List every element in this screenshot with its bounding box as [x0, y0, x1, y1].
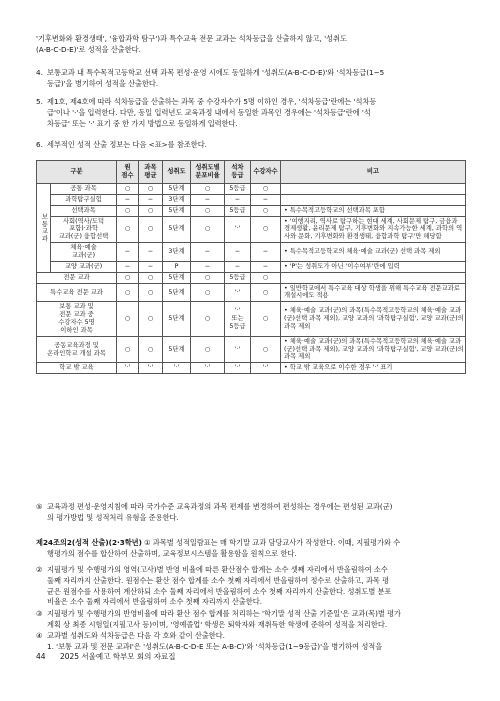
text-line: 제1호, 제4호에 따라 석차등급을 산출하는 과목 중 수강자수가 5명 이하인 경우, '석차등급'란에는 '석차등 [47, 97, 377, 106]
table-cell: ○ [139, 336, 163, 363]
table-cell: 5단계 [163, 302, 191, 336]
item-number: ② [36, 565, 43, 574]
row-label: 학교 밖 교육 [37, 363, 117, 374]
table-cell: '·' [225, 216, 251, 243]
row-label: 사회(역사/도덕 포함)·과학 교과(군) 융합선택 [51, 216, 117, 243]
item-4 [36, 68, 476, 90]
row-note [281, 272, 466, 283]
table-cell: ○ [191, 302, 225, 336]
header-raw-score: 원 점수 [117, 161, 139, 184]
table-cell: ○ [117, 216, 139, 243]
table-cell: '·' [251, 363, 281, 374]
text-line: 1. '보통 교과 및 전문 교과Ⅰ'은 '성취도(A-B-C-D-E 또는 A-B-C)'와 '석차등급(1~9등급)'을 병기하여 성적을 [47, 641, 383, 651]
item-number: ③ [36, 609, 43, 618]
table-cell: − [225, 194, 251, 205]
table-cell: ○ [117, 336, 139, 363]
row-label: 체육·예술 교과(군) [51, 243, 117, 262]
table-cell: ○ [139, 302, 163, 336]
table-cell: − [251, 194, 281, 205]
table-cell: − [139, 261, 163, 272]
text-line: 지필평가 및 수행평가의 영역(고사)별 반영 비율에 따른 환산점수 합계는 소수 셋째 자리에서 반올림하여 소수 [47, 565, 388, 574]
row-label: 과학탐구실험 [51, 194, 117, 205]
text-line: 비율은 소수 둘째 자리에서 반올림하여 소수 첫째 자리까지 산출한다. [47, 597, 262, 607]
table-cell: 5단계 [163, 184, 191, 195]
table-row [37, 216, 466, 243]
table-row [37, 205, 466, 216]
table-cell: − [139, 243, 163, 262]
table-cell: '·' [117, 363, 139, 374]
text-line: 차등급' 또는 '·' 표기 중 한 가지 방법으로 동일하게 입력한다. [47, 118, 238, 128]
table-row [37, 243, 466, 262]
table-cell: 5단계 [163, 216, 191, 243]
table-cell: ○ [251, 184, 281, 195]
row-note: • 'P'는 성취도가 아닌 '이수여부'란에 입력 [281, 261, 466, 272]
group-label: 보통교과 [37, 184, 51, 273]
article-title: 제24조의2(성적 산출)(2·3학년) [36, 538, 142, 547]
table-cell: − [251, 261, 281, 272]
table-cell: − [117, 243, 139, 262]
row-note [281, 194, 466, 205]
item-5 [36, 97, 476, 129]
intro-paragraph [36, 34, 476, 56]
text-line: 등급)'을 병기하여 성적을 산출한다. [47, 78, 159, 88]
table-cell: ○ [191, 216, 225, 243]
table-row [37, 194, 466, 205]
row-label: 보통 교과 및 전문 교과 중 수강자수 5명 이하인 과목 [37, 302, 117, 336]
header-distribution: 성취도별 분포비율 [191, 161, 225, 184]
table-cell: ○ [191, 184, 225, 195]
table-row [37, 184, 466, 195]
row-note: • '여행지리, 역사로 탐구하는 현대 세계, 사회문제 탐구, 금융과 경제생활, 윤리문제 탐구, 기후변화와 지속가능한 세계, 과학의 역사와 문화, 기후변화와 환경생태, 융합과학 탐구'만 해당함 [281, 216, 466, 243]
item-number: ④ [36, 631, 43, 640]
table-cell: − [225, 243, 251, 262]
table-cell: ○ [117, 272, 139, 283]
table-cell: ○ [117, 205, 139, 216]
table-cell: 5등급 [225, 272, 251, 283]
table-row [37, 272, 466, 283]
table-cell: 3단계 [163, 243, 191, 262]
page-footer [36, 651, 188, 662]
item-number: ⑤ [36, 502, 43, 511]
table-cell: 5단계 [163, 272, 191, 283]
text-line: 보통교과 내 특수목적고등학교 선택 과목 편성·운영 시에도 동일하게 '성취도(A-B-C-D-E)'와 '석차등급(1~5 [47, 68, 385, 77]
item-number: 6. [36, 140, 43, 149]
table-cell: ○ [191, 283, 225, 302]
table-cell: '·' [225, 363, 251, 374]
table-cell: − [117, 261, 139, 272]
table-cell: ○ [117, 302, 139, 336]
table-cell: ○ [251, 283, 281, 302]
table-cell: ○ [139, 184, 163, 195]
table-cell: ○ [117, 283, 139, 302]
text-line: 의 평가방법 및 성적처리 유형을 준용한다. [47, 512, 179, 522]
table-cell: − [251, 243, 281, 262]
table-cell: ○ [139, 272, 163, 283]
grade-calculation-table [36, 160, 466, 374]
header-enrollment: 수강자수 [251, 161, 281, 184]
table-cell: ○ [191, 272, 225, 283]
row-note: • 특수목적고등학교의 선택과목 포함 [281, 205, 466, 216]
table-cell: '·' [225, 283, 251, 302]
table-cell: ○ [251, 205, 281, 216]
table-cell: ○ [251, 216, 281, 243]
text-line: 교과별 성취도와 석차등급은 다음 각 호와 같이 산출한다. [47, 631, 225, 640]
table-row [37, 336, 466, 363]
table-cell: 5단계 [163, 283, 191, 302]
table-cell: '·' [225, 336, 251, 363]
row-note [281, 184, 466, 195]
text-line: 계획 상 최종 시험일(지필고사 등)이며, '영예졸업' 학생은 퇴학자와 재취득한 학생에 준하여 성적을 처리한다. [47, 619, 388, 629]
text-line: 균은 원점수를 사용하여 계산하되 소수 둘째 자리에서 반올림하여 소수 첫째 자리까지 산출한다. 성취도별 분포 [47, 586, 392, 596]
table-cell: 5단계 [163, 205, 191, 216]
item-number: 4. [36, 68, 43, 77]
table-cell: ○ [139, 283, 163, 302]
header-notes: 비고 [281, 161, 466, 184]
table-cell: − [191, 243, 225, 262]
row-label: 특수교육 전문 교과 [37, 283, 117, 302]
text-line: 행평가의 점수를 합산하여 산출하며, 교육정보시스템을 활용함을 원칙으로 한다. [47, 548, 297, 558]
row-note: • 특수목적고등학교의 체육·예술 교과(군) 선택 과목 제외 [281, 243, 466, 262]
row-label: 공통 과목 [51, 184, 117, 195]
article-24-2 [36, 538, 476, 560]
text-line: 세부적인 성적 산출 정보는 다음 <표>를 참조한다. [47, 140, 207, 149]
item-circle-4 [36, 631, 476, 653]
table-cell: P [163, 261, 191, 272]
text-line: 둘째 자리까지 산출한다. 원점수는 환산 점수 합계를 소수 첫째 자리에서 반올림하여 정수로 산출하고, 과목 평 [47, 575, 390, 585]
table-cell: 5단계 [163, 336, 191, 363]
text-line: 교육과정 편성·운영지침에 따라 국가수준 교육과정의 과목 편제를 변경하여 편성하는 경우에는 편성된 교과(군) [47, 502, 393, 511]
table-row [37, 261, 466, 272]
table-cell: 3단계 [163, 194, 191, 205]
text-line: '기후변화와 환경생태', '융합과학 탐구')과 특수교육 전문 교과는 석차등급을 산출하지 않고, '성취도 [36, 34, 347, 43]
table-cell: − [191, 261, 225, 272]
table-cell: 5등급 [225, 205, 251, 216]
table-cell: − [139, 194, 163, 205]
table-row [37, 363, 466, 374]
item-circle-3 [36, 609, 476, 631]
row-note: • 학교 밖 교육으로 이수한 경우 '·' 표기 [281, 363, 466, 374]
row-label: 공동교육과정 및 온라인학교 개설 과목 [37, 336, 117, 363]
table-cell: − [225, 261, 251, 272]
table-row [37, 283, 466, 302]
table-cell: − [117, 194, 139, 205]
text-line: 지필평가 및 수행평가의 반영비율에 따라 환산 점수 합계를 처리하는 '학기말 성적 산출 기준일'은 교과(목)별 평가 [47, 609, 401, 618]
text-line: (A-B-C-D-E)'로 성적을 산출한다. [36, 44, 141, 54]
table-cell: 5등급 [225, 184, 251, 195]
row-label: 선택과목 [51, 205, 117, 216]
table-cell: ○ [251, 336, 281, 363]
table-cell: ○ [191, 336, 225, 363]
text-line: ① 과목별 성적일람표는 매 학기말 교과 담당교사가 작성한다. 이때, 지필평가와 수 [144, 538, 401, 547]
row-label: 교양 교과(군) [51, 261, 117, 272]
table-cell: ○ [191, 205, 225, 216]
table-cell: '·' [139, 363, 163, 374]
table-cell: '·' [163, 363, 191, 374]
header-subject-average: 과목 평균 [139, 161, 163, 184]
page-number: 44 [36, 652, 46, 661]
table-cell: − [191, 194, 225, 205]
footer-title: 2025 서울예고 학부모 회의 자료집 [59, 652, 176, 661]
table-cell: ○ [139, 205, 163, 216]
row-note: • 체육·예술 교과(군)의 과목(특수목적고등학교의 체육·예술 교과(군)선택 과목 제외), 교양 교과의 '과학탐구실험', 교양 교과(군)의 과목 제외 [281, 302, 466, 336]
row-label: 전문 교과 [37, 272, 117, 283]
item-6 [36, 140, 476, 151]
item-circle-2 [36, 565, 476, 608]
table-cell: '·' [191, 363, 225, 374]
item-number: 5. [36, 97, 43, 106]
text-line: 급'이나 '·'을 입력한다. 다만, 동일 입력년도 교육과정 내에서 동일한 과목인 경우에는 '석차등급'란에 '석 [47, 107, 371, 117]
table-cell: ○ [139, 216, 163, 243]
row-note: • 일반학교에서 특수교육 대상 학생을 위해 특수교육 전문교과로 개설시에도 적용 [281, 283, 466, 302]
header-category: 구분 [37, 161, 117, 184]
item-circle-5 [36, 502, 476, 524]
table-cell: '·' 또는 5등급 [225, 302, 251, 336]
table-cell: ○ [117, 184, 139, 195]
row-note: • 체육·예술 교과(군)의 과목(특수목적고등학교의 체육·예술 교과(군)선택 과목 제외), 교양 교과의 '과학탐구실험', 교양 교과(군)의 과목 제외 [281, 336, 466, 363]
header-achievement: 성취도 [163, 161, 191, 184]
table-row [37, 302, 466, 336]
header-rank-grade: 석차 등급 [225, 161, 251, 184]
table-cell: ○ [251, 272, 281, 283]
table-cell: ○ [251, 302, 281, 336]
